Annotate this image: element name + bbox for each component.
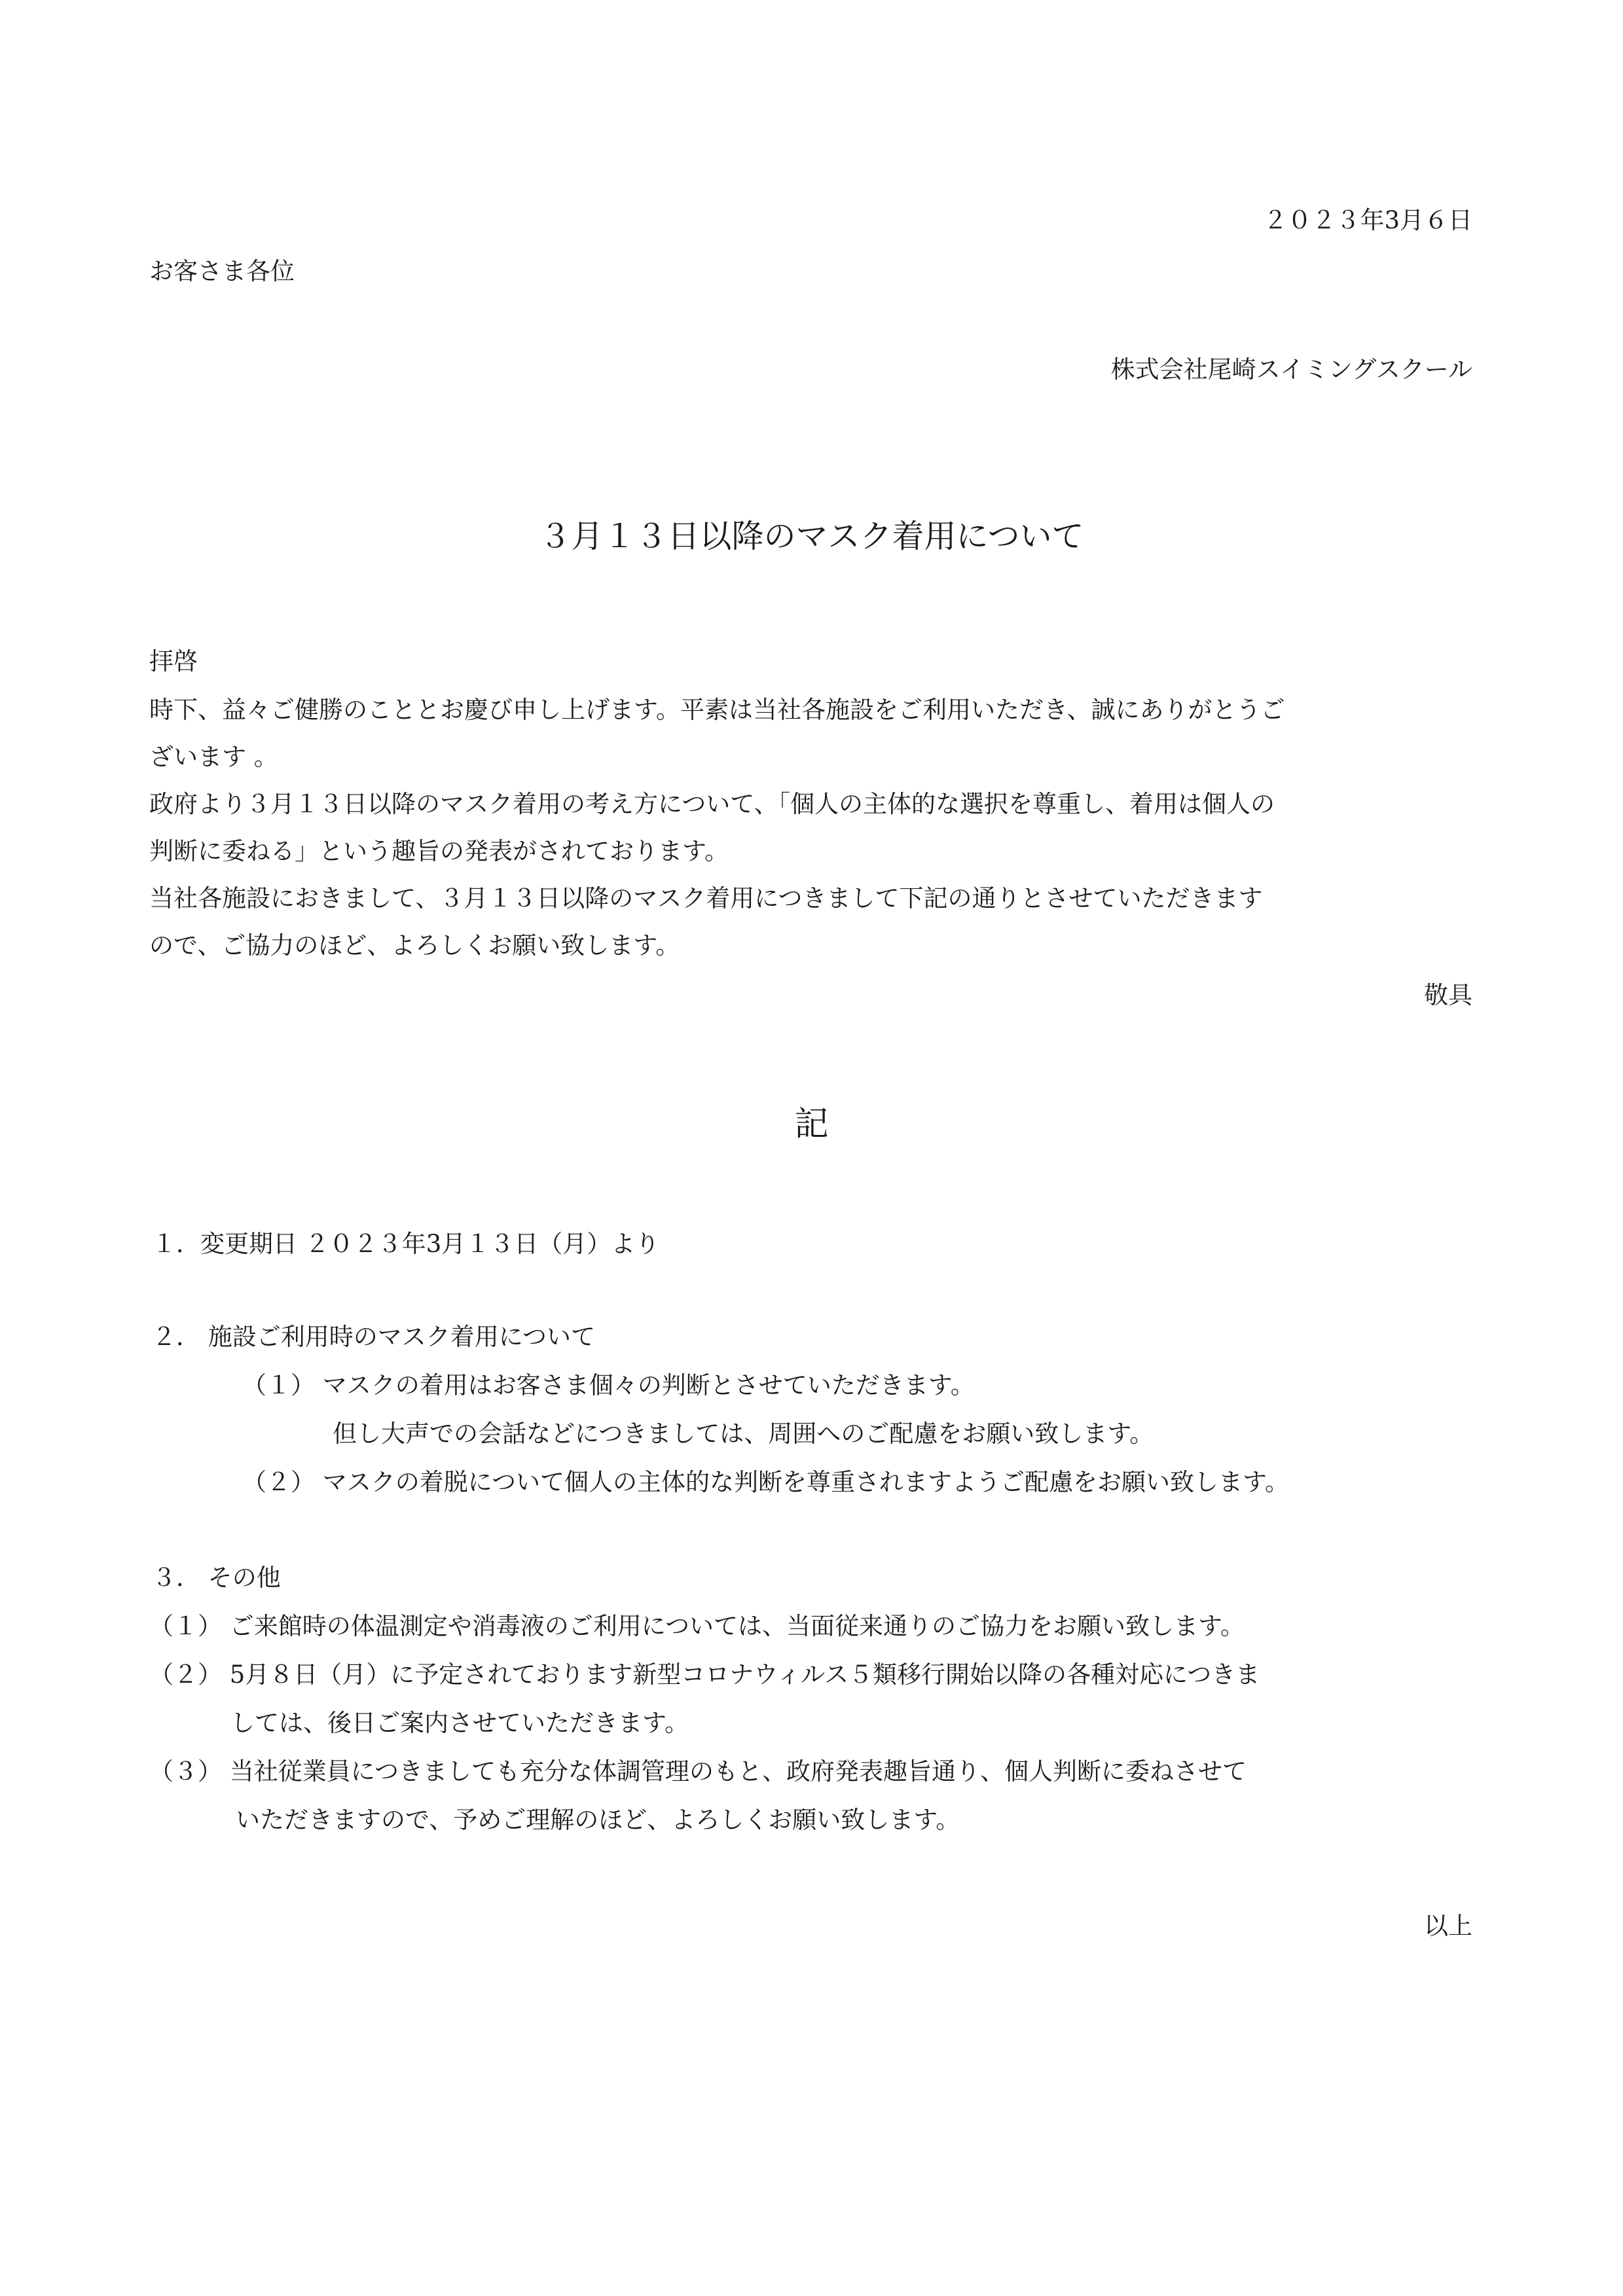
body-line: 時下、益々ご健勝のこととお慶び申し上げます。平素は当社各施設をご利用いただき、誠にありがとうご bbox=[149, 696, 1285, 724]
recipient: お客さま各位 bbox=[149, 257, 295, 285]
item-2-heading: ２． 施設ご利用時のマスク着用について bbox=[152, 1323, 596, 1351]
item-3-sub-1: （１） ご来館時の体温測定や消毒液のご利用については、当面従来通りのご協力をお願い致します。 bbox=[149, 1612, 1245, 1640]
document-date: ２０２３年3月６日 bbox=[1263, 206, 1472, 234]
item-1-change-date: １．変更期日 ２０２３年3月１３日（月）より bbox=[152, 1230, 660, 1258]
greeting-haikei: 拝啓 bbox=[149, 647, 198, 675]
body-line: 当社各施設におきまして、３月１３日以降のマスク着用につきまして下記の通りとさせていただきます bbox=[149, 884, 1263, 912]
body-line: 政府より３月１３日以降のマスク着用の考え方について、「個人の主体的な選択を尊重し、着用は個人の bbox=[149, 790, 1275, 818]
end-ijou: 以上 bbox=[1424, 1912, 1472, 1940]
ki-heading: 記 bbox=[794, 1105, 829, 1144]
item-3-sub-3-cont: いただきますので、予めご理解のほど、よろしくお願い致します。 bbox=[236, 1806, 960, 1834]
closing-keigu: 敬具 bbox=[1424, 981, 1472, 1009]
item-3-sub-2-cont: しては、後日ご案内させていただきます。 bbox=[230, 1709, 689, 1737]
item-3-sub-2: （２） 5月８日（月）に予定されております新型コロナウィルス５類移行開始以降の各種対応につきま bbox=[149, 1660, 1260, 1689]
body-line: ざいます 。 bbox=[149, 743, 278, 771]
document-title: ３月１３日以降のマスク着用について bbox=[539, 518, 1084, 555]
body-line: 判断に委ねる」という趣旨の発表がされております。 bbox=[149, 837, 729, 865]
item-2-sub-2: （２） マスクの着脱について個人の主体的な判断を尊重されますようご配慮をお願い致します。 bbox=[242, 1468, 1290, 1496]
body-line: ので、ご協力のほど、よろしくお願い致します。 bbox=[149, 931, 680, 960]
sender-company: 株式会社尾崎スイミングスクール bbox=[1110, 355, 1472, 384]
item-2-sub-1: （１） マスクの着用はお客さま個々の判断とさせていただきます。 bbox=[242, 1371, 975, 1399]
item-2-sub-1-cont: 但し大声での会話などにつきましては、周囲へのご配慮をお願い致します。 bbox=[333, 1420, 1154, 1448]
item-3-heading: ３． その他 bbox=[152, 1564, 281, 1592]
item-3-sub-3: （３） 当社従業員につきましても充分な体調管理のもと、政府発表趣旨通り、個人判断に委ねさせて bbox=[149, 1757, 1247, 1785]
